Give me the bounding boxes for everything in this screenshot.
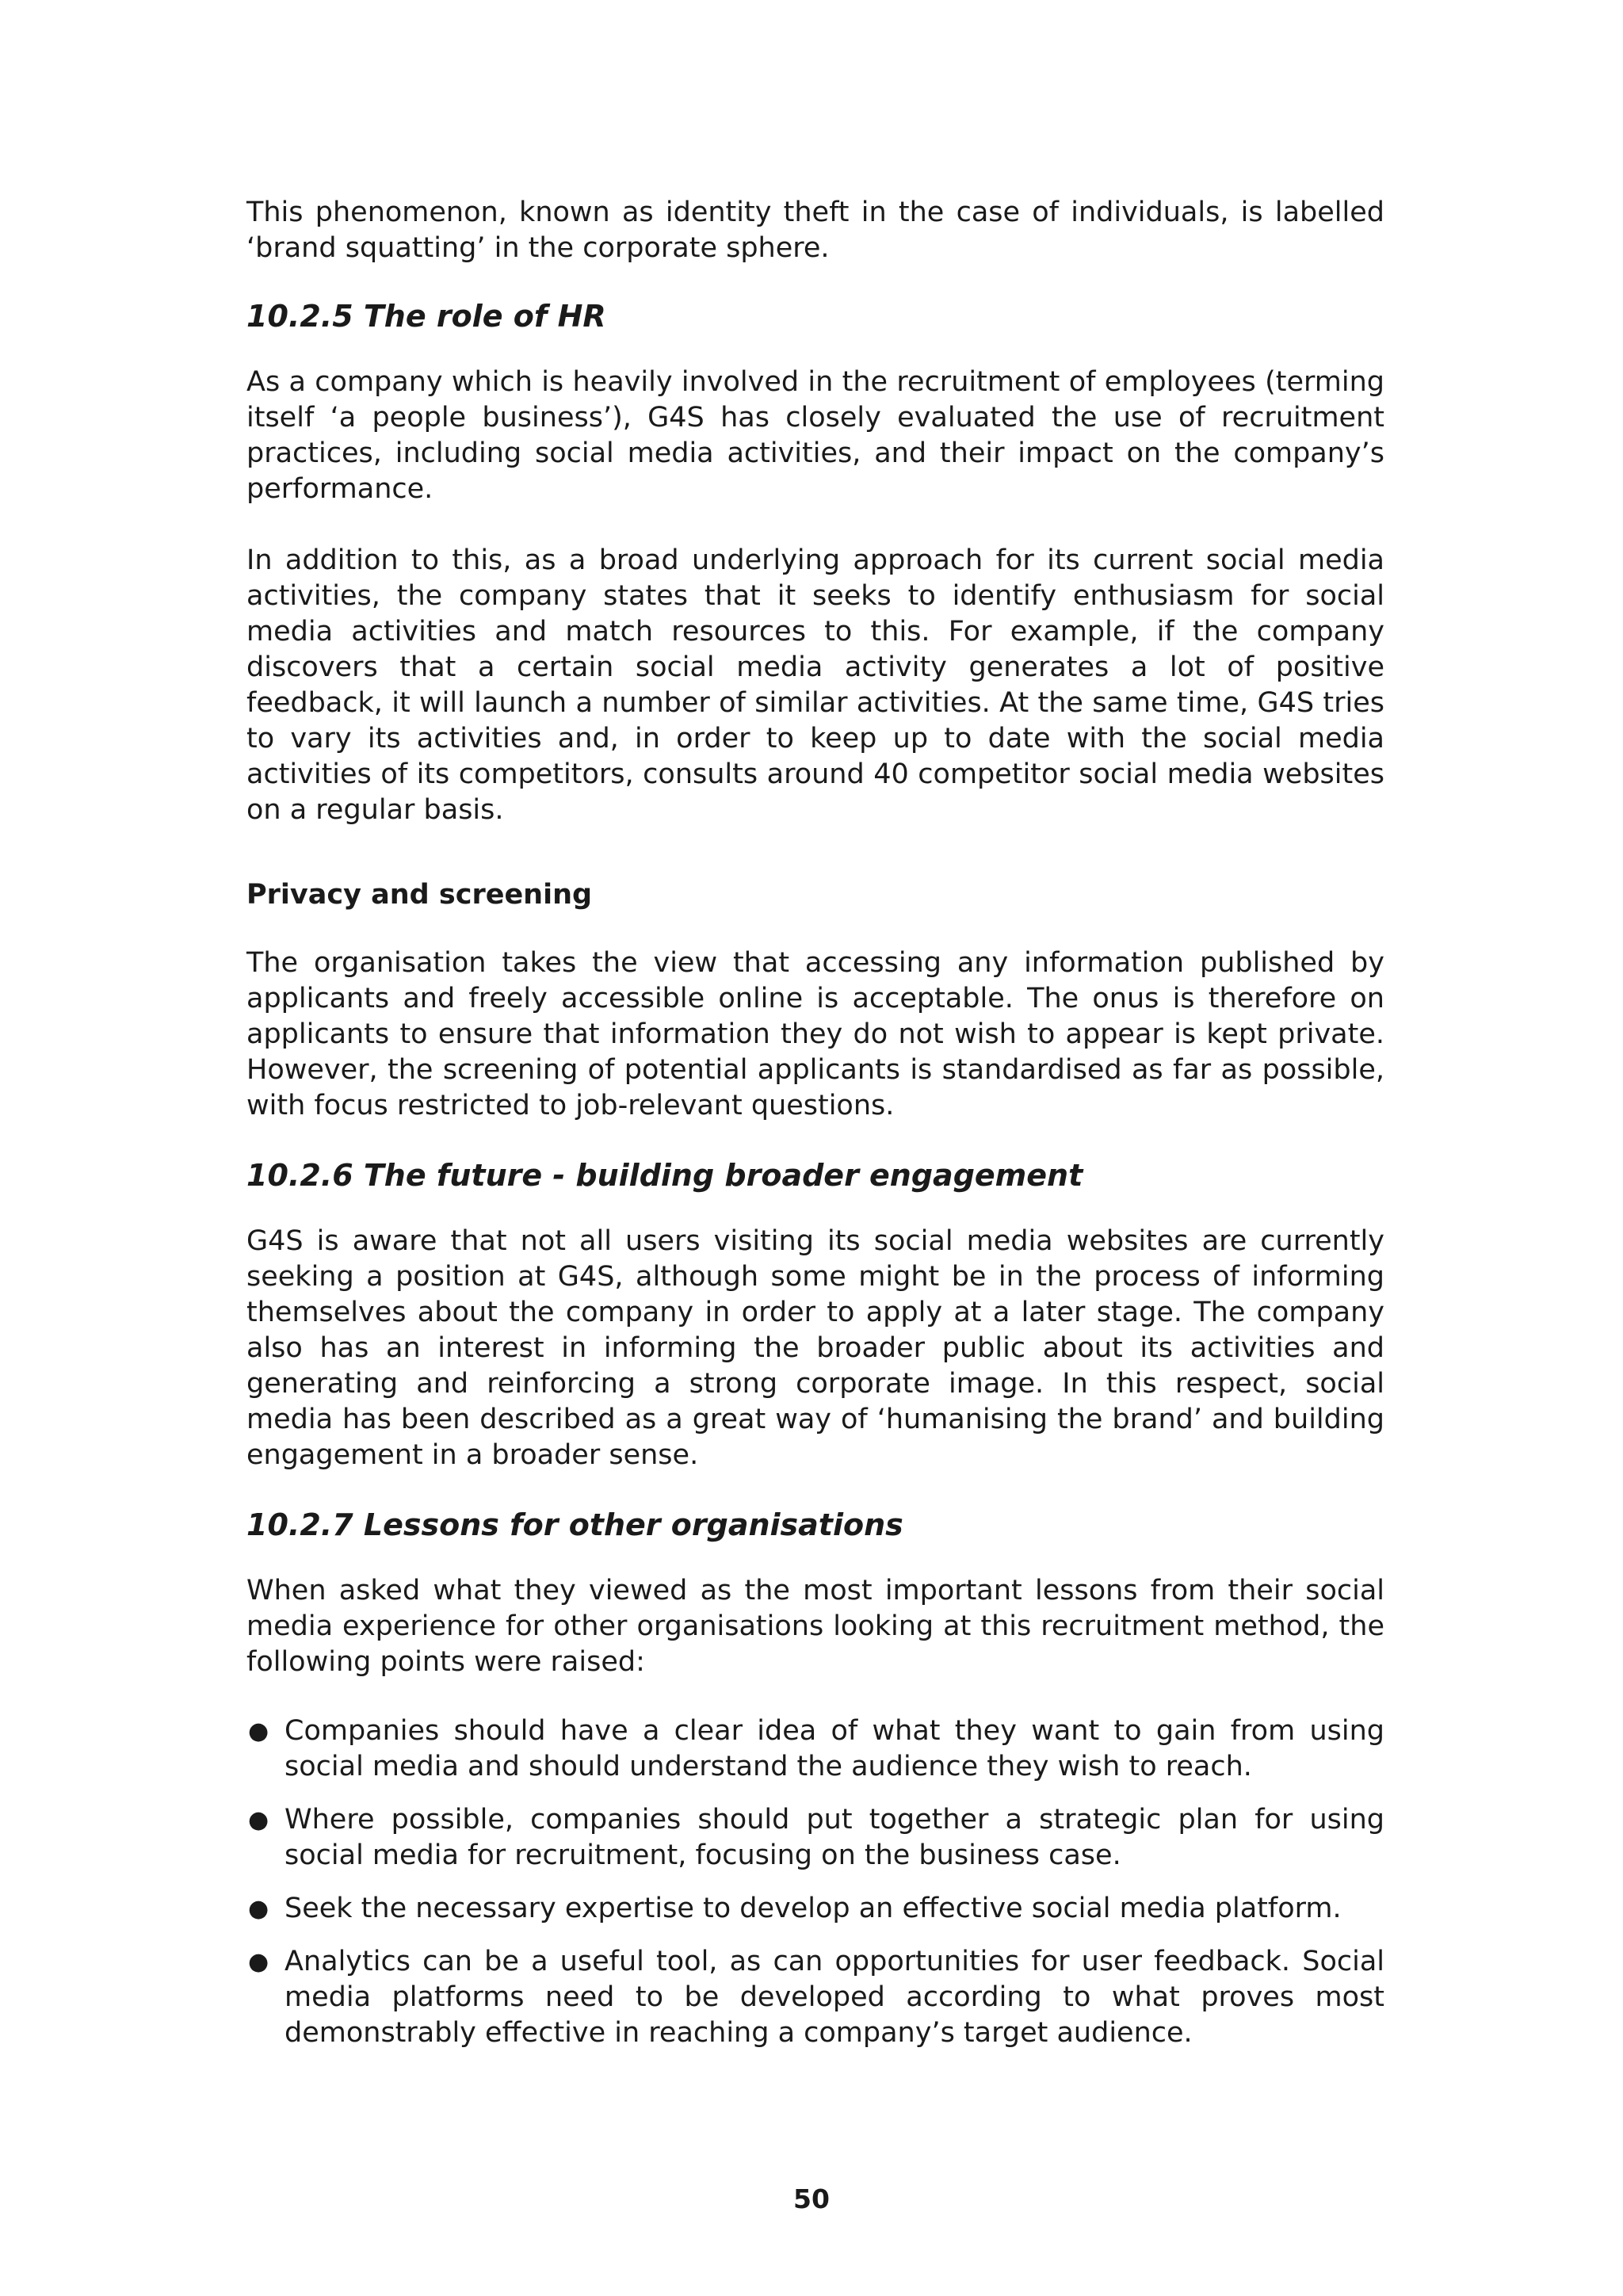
bullet-icon: ● <box>248 1895 269 1923</box>
spacer <box>246 266 1384 296</box>
bullet-icon: ● <box>248 1806 269 1834</box>
list-item <box>246 1713 1384 1785</box>
heading-privacy-and-screening: Privacy and screening <box>246 879 593 911</box>
spacer <box>246 1680 1384 1713</box>
bullet-icon: ● <box>248 1717 269 1745</box>
bullet-text: Analytics can be a useful tool, as can opportunities for user feedback. Social media platforms need to be developed according to what proves most demonstrably effective in reaching a company’s target audience. <box>285 1946 1384 2049</box>
document-page <box>246 195 1384 2069</box>
spacer <box>246 1124 1384 1156</box>
spacer <box>246 913 1384 946</box>
heading-lessons: 10.2.7 Lessons for other organisations <box>246 1507 903 1542</box>
spacer <box>246 828 1384 877</box>
bullet-text: Companies should have a clear idea of what they want to gain from using social media and should understand the audience they wish to reach. <box>285 1715 1384 1782</box>
heading-the-future: 10.2.6 The future - building broader engagement <box>246 1158 1083 1193</box>
spacer <box>246 507 1384 543</box>
list-item <box>246 1891 1384 1927</box>
spacer <box>246 1545 1384 1573</box>
role-of-hr-paragraph-2: In addition to this, as a broad underlying approach for its current social media activities, the company states that it seeks to identify enthusiasm for social media activities and match resources to this. For example, if the company discovers that a certain social media activity generates a lot of positive feedback, it will launch a number of similar activities. At the same time, G4S tries to vary its activities and, in order to keep up to date with the social media activities of its competitors, consults around 40 competitor social media websites on a regular basis. <box>246 544 1384 826</box>
bullet-icon: ● <box>248 1948 269 1976</box>
bullet-text: Seek the necessary expertise to develop an effective social media platform. <box>285 1893 1342 1924</box>
lessons-paragraph: When asked what they viewed as the most important lessons from their social media experience for other organisations looking at this recruitment method, the following points were raised: <box>246 1575 1384 1678</box>
future-paragraph: G4S is aware that not all users visiting its social media websites are currently seeking a position at G4S, although some might be in the process of informing themselves about the company in order to apply at a later stage. The company also has an interest in informing the broader public about its activities and generating and reinforcing a strong corporate image. In this respect, social media has been described as a great way of ‘humanising the brand’ and building engagement in a broader sense. <box>246 1225 1384 1471</box>
role-of-hr-paragraph-1: As a company which is heavily involved in the recruitment of employees (terming itself ‘a people business’), G4S has closely evaluated the use of recruitment practices, including social media activities, and their impact on the company’s performance. <box>246 366 1384 505</box>
privacy-paragraph: The organisation takes the view that accessing any information published by applicants and freely accessible online is acceptable. The onus is therefore on applicants to ensure that information they do not wish to appear is kept private. However, the screening of potential applicants is standardised as far as possible, with focus restricted to job-relevant questions. <box>246 947 1384 1121</box>
list-item <box>246 1802 1384 1874</box>
intro-paragraph: This phenomenon, known as identity theft in the case of individuals, is labelled ‘brand squatting’ in the corporate sphere. <box>246 197 1384 264</box>
heading-role-of-hr: 10.2.5 The role of HR <box>246 299 606 334</box>
lessons-bullet-list <box>246 1713 1384 2051</box>
spacer <box>246 336 1384 365</box>
bullet-text: Where possible, companies should put together a strategic plan for using social media for recruitment, focusing on the business case. <box>285 1804 1384 1871</box>
list-item <box>246 1944 1384 2051</box>
page-number: 50 <box>793 2183 830 2214</box>
spacer <box>246 1195 1384 1224</box>
spacer <box>246 1473 1384 1505</box>
